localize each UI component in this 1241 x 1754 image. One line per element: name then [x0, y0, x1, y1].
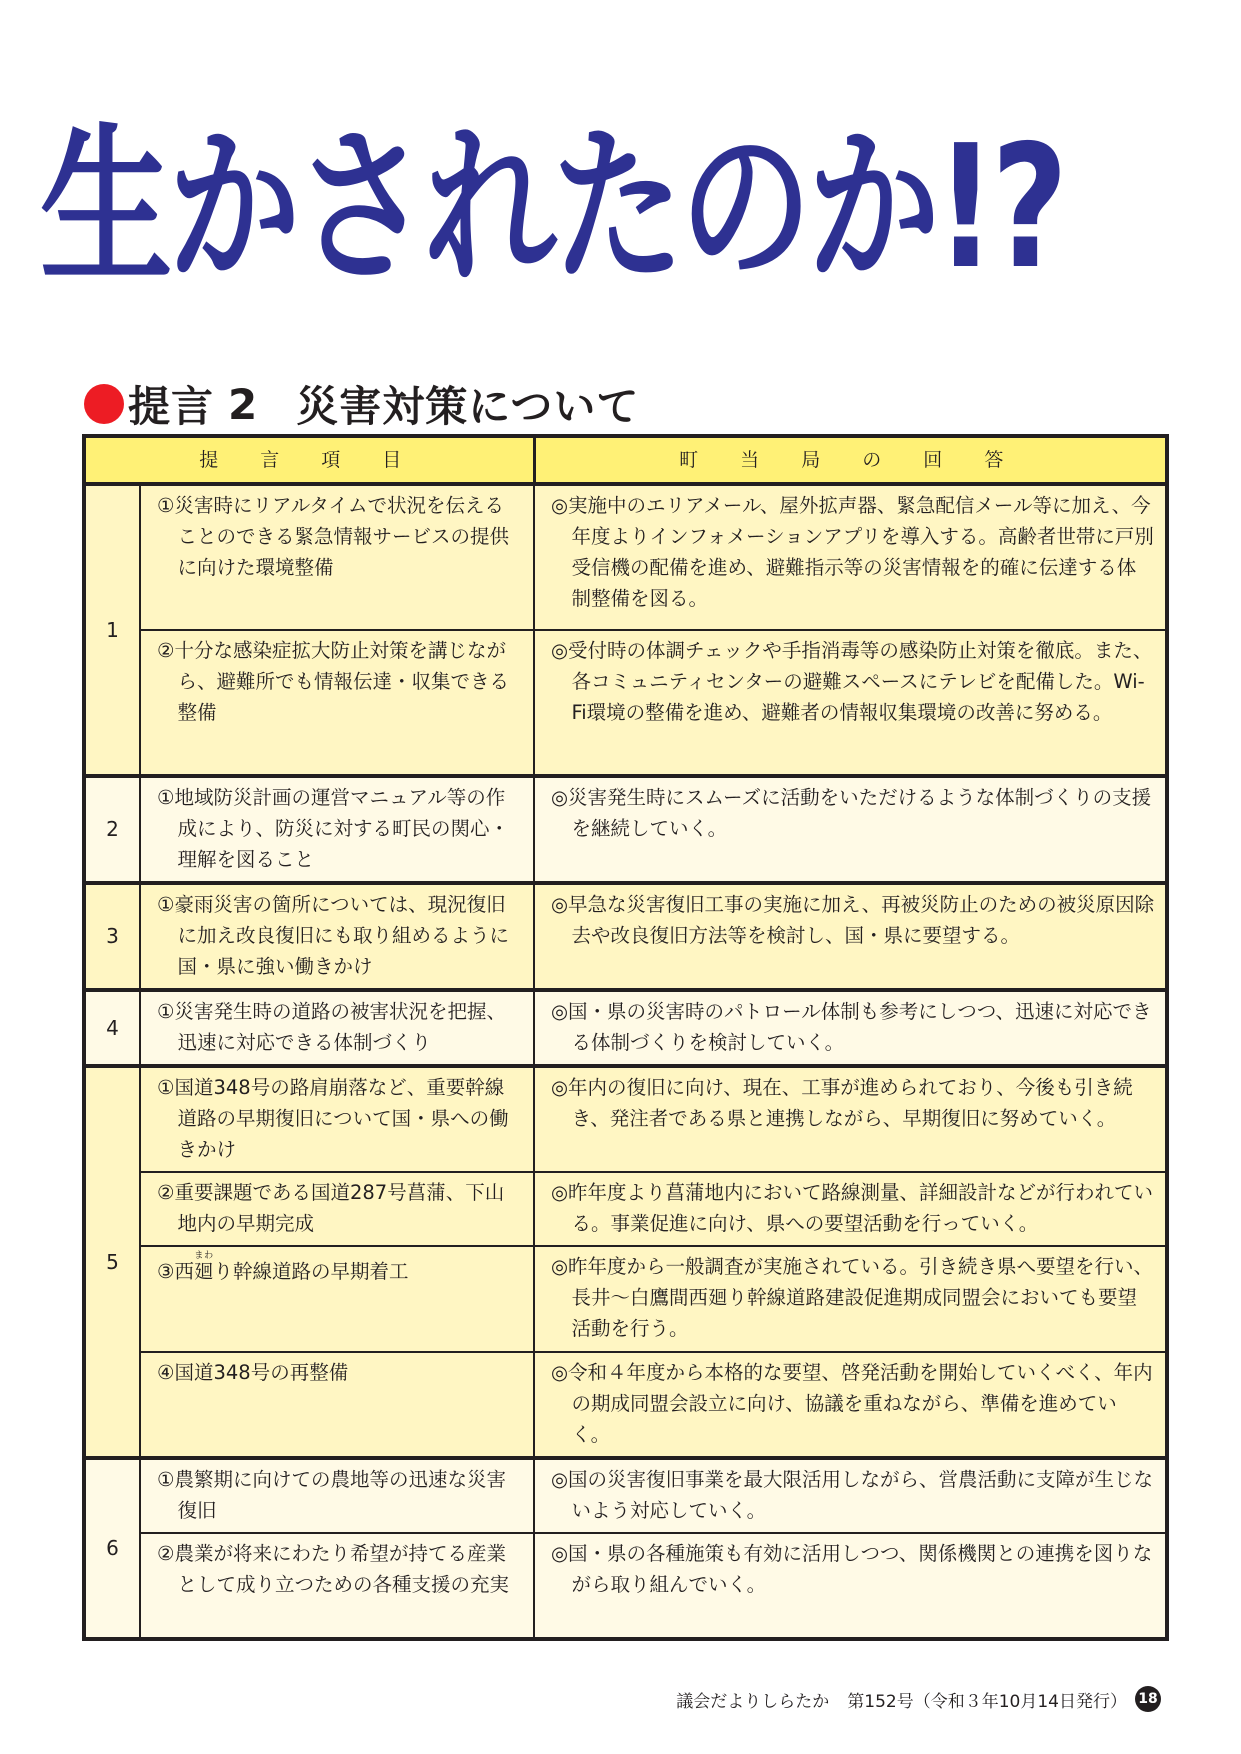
group-number: 5 — [84, 1066, 140, 1458]
proposal-item: ④国道348号の再整備 — [140, 1352, 534, 1458]
group-number: 4 — [84, 990, 140, 1066]
proposal-item: ①災害発生時の道路の被害状況を把握、迅速に対応できる体制づくり — [140, 990, 534, 1066]
response-text: ◎国の災害復旧事業を最大限活用しながら、営農活動に支障が生じないよう対応していく。 — [534, 1458, 1167, 1533]
group-number: 1 — [84, 484, 140, 776]
page-number-badge: 18 — [1135, 1686, 1161, 1712]
page-headline: 生かされたのか!? — [40, 109, 1064, 307]
table-header-row — [84, 436, 1167, 484]
table-row — [84, 883, 1167, 990]
proposal-item: ③西廻まわり幹線道路の早期着工 — [140, 1246, 534, 1352]
ruby-annotation: 廻まわ — [193, 1251, 214, 1283]
table-row — [84, 1066, 1167, 1172]
section-heading: 災害対策について — [296, 382, 640, 431]
group-number: 2 — [84, 776, 140, 883]
table-row — [84, 1352, 1167, 1458]
issue-info: 第152号（令和３年10月14日発行） — [847, 1691, 1127, 1712]
header-proposal-items: 提 言 項 目 — [84, 436, 534, 484]
table-row — [84, 630, 1167, 776]
response-text: ◎国・県の各種施策も有効に活用しつつ、関係機関との連携を図りながら取り組んでいく。 — [534, 1533, 1167, 1639]
response-text: ◎早急な災害復旧工事の実施に加え、再被災防止のための被災原因除去や改良復旧方法等を検討し、国・県に要望する。 — [534, 883, 1167, 990]
response-text: ◎災害発生時にスムーズに活動をいただけるような体制づくりの支援を継続していく。 — [534, 776, 1167, 883]
response-text: ◎国・県の災害時のパトロール体制も参考にしつつ、迅速に対応できる体制づくりを検討していく。 — [534, 990, 1167, 1066]
page-footer — [676, 1686, 1161, 1712]
proposal-item: ②重要課題である国道287号菖蒲、下山地内の早期完成 — [140, 1172, 534, 1246]
proposal-item: ①豪雨災害の箇所については、現況復旧に加え改良復旧にも取り組めるように国・県に強い働きかけ — [140, 883, 534, 990]
proposal-item: ①災害時にリアルタイムで状況を伝えることのできる緊急情報サービスの提供に向けた環境整備 — [140, 484, 534, 630]
response-text: ◎昨年度から一般調査が実施されている。引き続き県へ要望を行い、長井～白鷹間西廻り幹線道路建設促進期成同盟会においても要望活動を行う。 — [534, 1246, 1167, 1352]
table-row — [84, 1172, 1167, 1246]
section-label: 提言 — [128, 382, 215, 431]
proposal-response-table — [82, 434, 1169, 1641]
proposal-item: ①農繁期に向けての農地等の迅速な災害復旧 — [140, 1458, 534, 1533]
publication-name: 議会だよりしらたか — [676, 1691, 830, 1712]
section-number: 2 — [228, 379, 259, 429]
response-text: ◎実施中のエリアメール、屋外拡声器、緊急配信メール等に加え、今年度よりインフォメーションアプリを導入する。高齢者世帯に戸別受信機の配備を進め、避難指示等の災害情報を的確に伝達する体制整備を図る。 — [534, 484, 1167, 630]
group-number: 3 — [84, 883, 140, 990]
response-text: ◎受付時の体調チェックや手指消毒等の感染防止対策を徹底。また、各コミュニティセンターの避難スペースにテレビを配備した。Wi-Fi環境の整備を進め、避難者の情報収集環境の改善に努める。 — [534, 630, 1167, 776]
table-row — [84, 484, 1167, 630]
response-text: ◎令和４年度から本格的な要望、啓発活動を開始していくべく、年内の期成同盟会設立に向け、協議を重ねながら、準備を進めていく。 — [534, 1352, 1167, 1458]
table-row — [84, 1246, 1167, 1352]
proposal-item: ①国道348号の路肩崩落など、重要幹線道路の早期復旧について国・県への働きかけ — [140, 1066, 534, 1172]
section-title — [84, 376, 639, 432]
response-text: ◎昨年度より菖蒲地内において路線測量、詳細設計などが行われている。事業促進に向け、県への要望活動を行っていく。 — [534, 1172, 1167, 1246]
table-row — [84, 1533, 1167, 1639]
red-bullet-icon — [84, 384, 124, 424]
proposal-item: ②十分な感染症拡大防止対策を講じながら、避難所でも情報伝達・収集できる整備 — [140, 630, 534, 776]
table-row — [84, 1458, 1167, 1533]
table-row — [84, 776, 1167, 883]
group-number: 6 — [84, 1458, 140, 1639]
proposal-item: ①地域防災計画の運営マニュアル等の作成により、防災に対する町民の関心・理解を図ること — [140, 776, 534, 883]
proposal-item: ②農業が将来にわたり希望が持てる産業として成り立つための各種支援の充実 — [140, 1533, 534, 1639]
header-town-response: 町 当 局 の 回 答 — [534, 436, 1167, 484]
response-text: ◎年内の復旧に向け、現在、工事が進められており、今後も引き続き、発注者である県と連携しながら、早期復旧に努めていく。 — [534, 1066, 1167, 1172]
table-row — [84, 990, 1167, 1066]
